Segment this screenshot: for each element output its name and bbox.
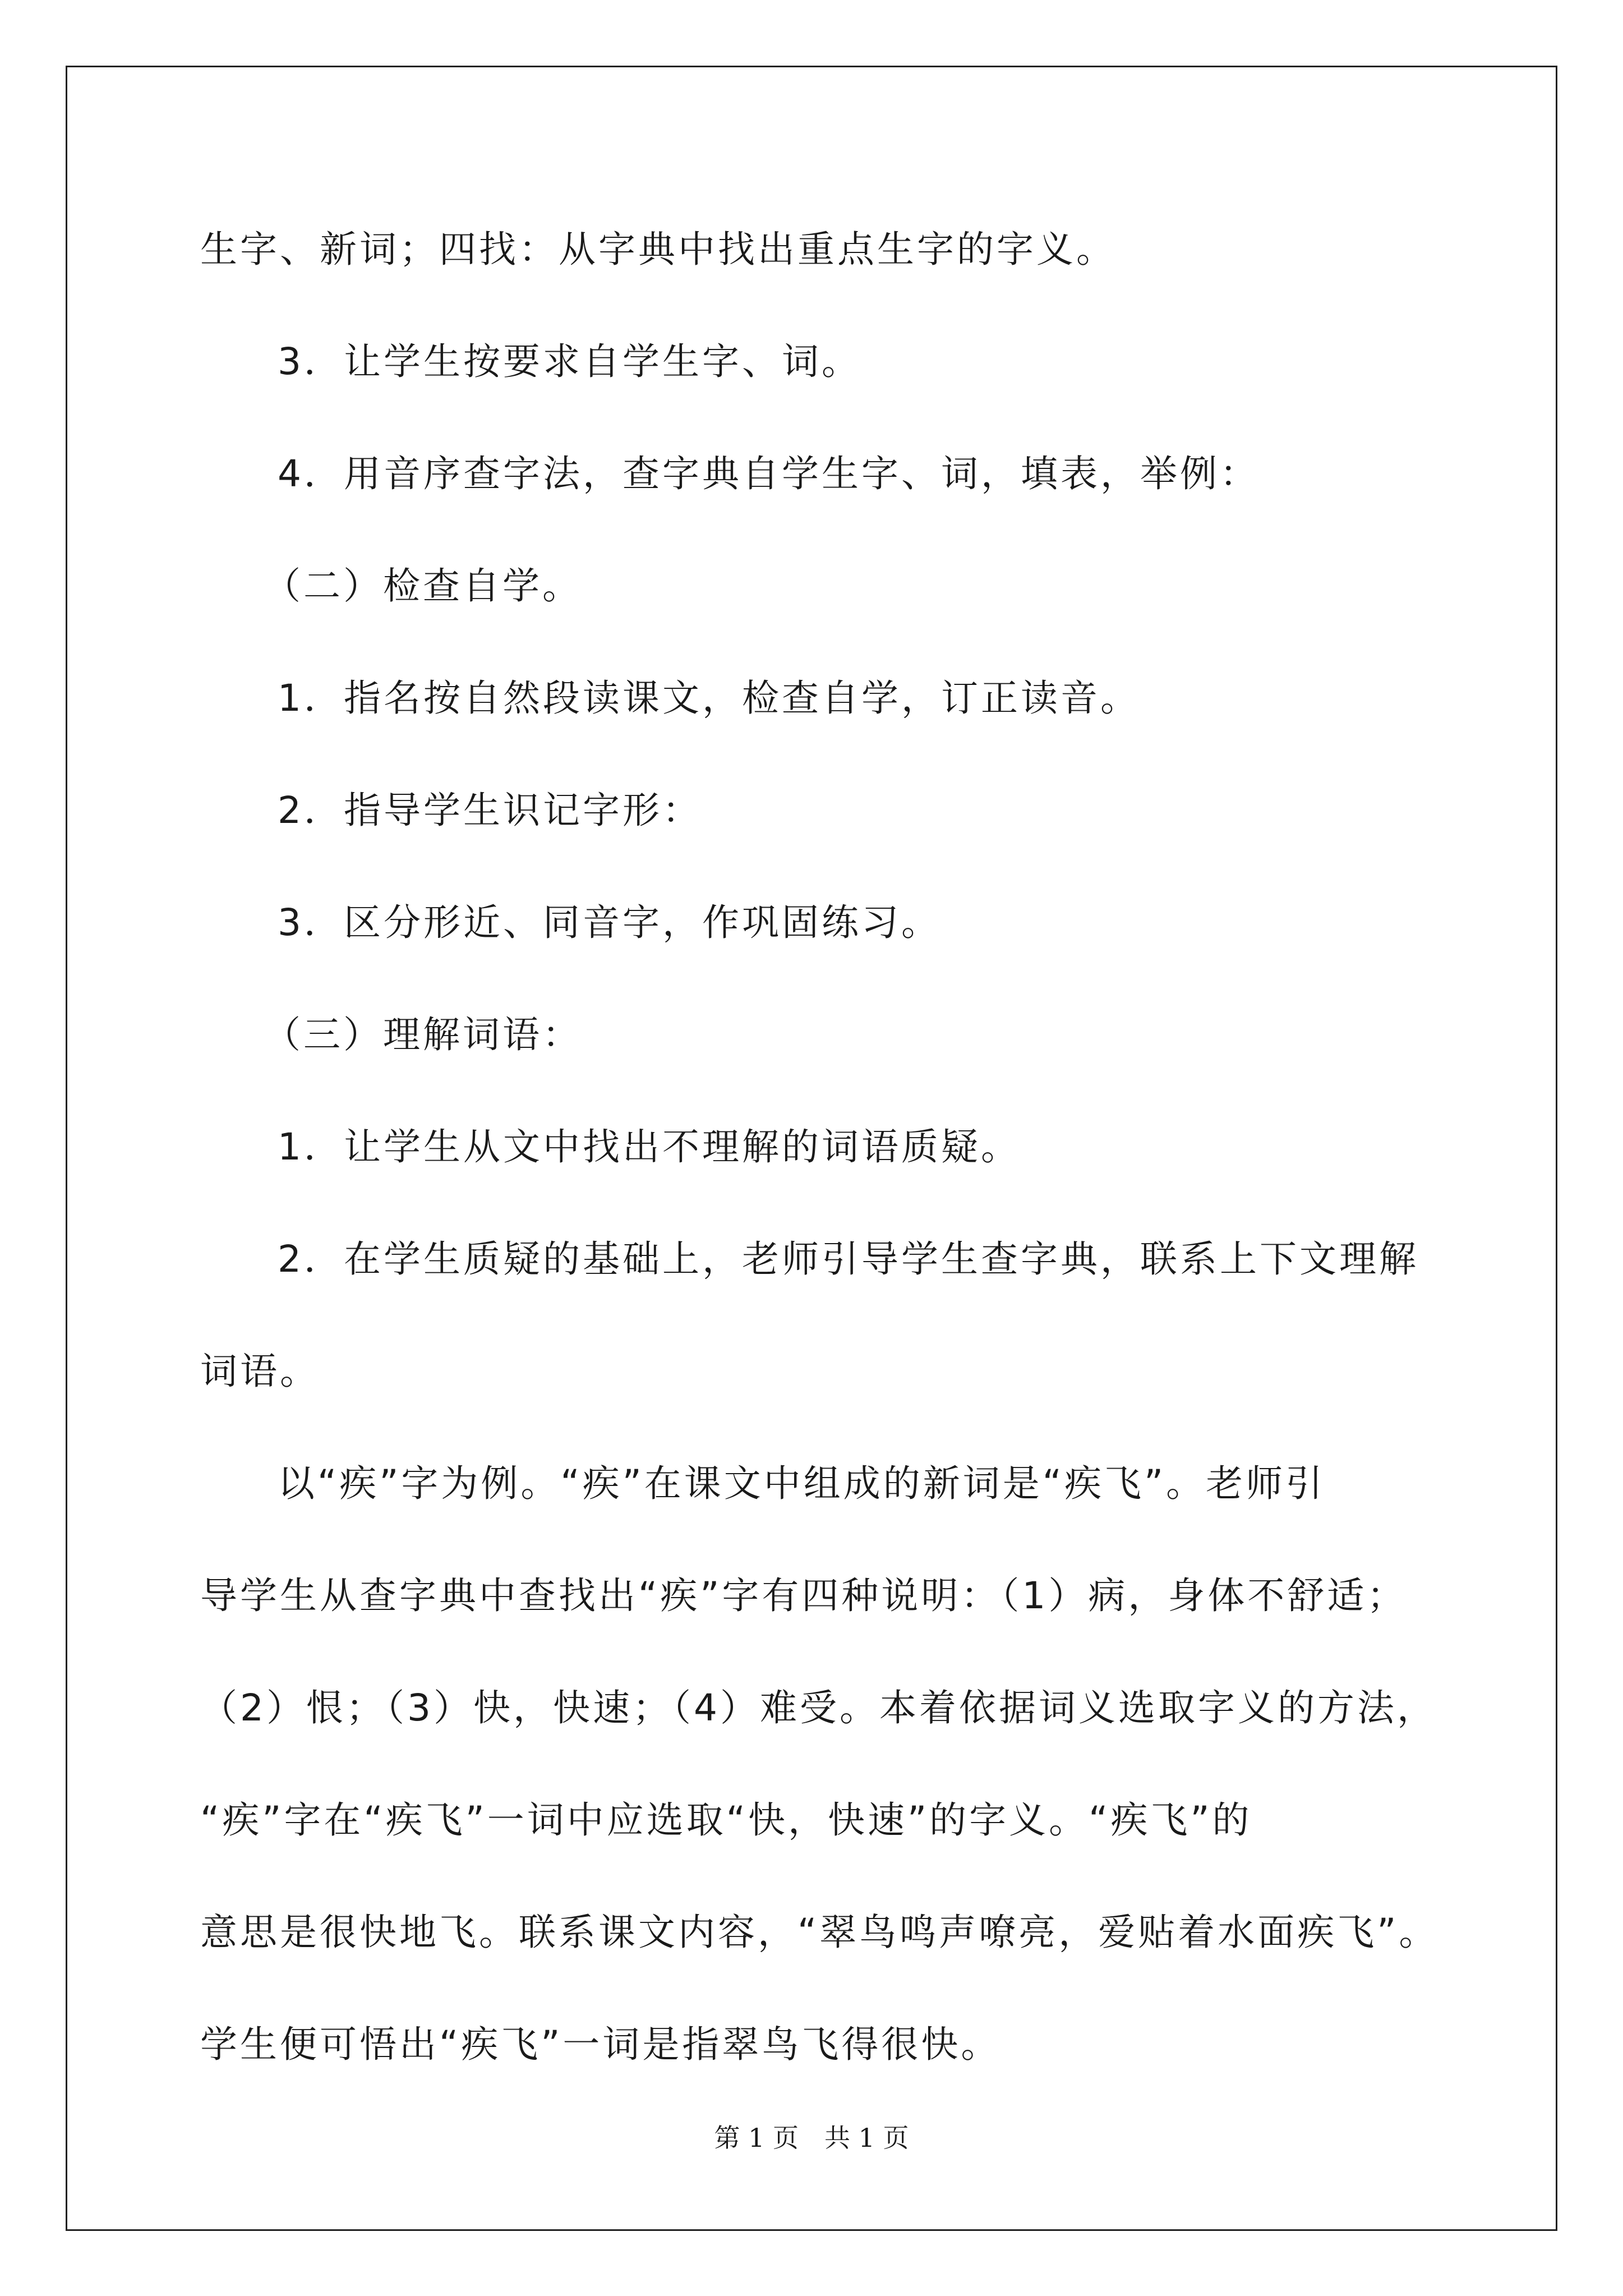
- text-line: 学生便可悟出“疾飞”一词是指翠鸟飞得很快。: [200, 2023, 1001, 2066]
- text-line: 2．指导学生识记字形：: [278, 789, 702, 832]
- text-line: 意思是很快地飞。联系课文内容，“翠鸟鸣声嘹亮，爱贴着水面疾飞”。: [200, 1911, 1439, 1954]
- text-line: 2．在学生质疑的基础上，老师引导学生查字典，联系上下文理解: [278, 1237, 1419, 1281]
- text-line: “疾”字在“疾飞”一词中应选取“快，快速”的字义。“疾飞”的: [200, 1798, 1252, 1842]
- text-line: （2）恨；（3）快，快速；（4）难受。本着依据词义选取字义的方法，: [200, 1686, 1437, 1729]
- section-heading: （二）检查自学。: [264, 564, 582, 608]
- text-line: 词语。: [200, 1350, 320, 1393]
- text-line: 以“疾”字为例。“疾”在课文中组成的新词是“疾飞”。老师引: [278, 1462, 1326, 1505]
- section-heading: （三）理解词语：: [264, 1013, 582, 1056]
- text-line: 1．指名按自然段读课文，检查自学，订正读音。: [278, 677, 1140, 720]
- text-line: 1．让学生从文中找出不理解的词语质疑。: [278, 1125, 1021, 1168]
- text-line: 导学生从查字典中查找出“疾”字有四种说明：（1）病，身体不舒适；: [200, 1574, 1407, 1617]
- text-line: 3．让学生按要求自学生字、词。: [278, 340, 861, 383]
- text-line: 4．用音序查字法，查字典自学生字、词，填表，举例：: [278, 452, 1260, 495]
- page-number: 第 1 页 共 1 页: [714, 2123, 909, 2153]
- text-line: 3．区分形近、同音字，作巩固练习。: [278, 901, 941, 944]
- text-line: 生字、新词；四找：从字典中找出重点生字的字义。: [200, 228, 1116, 271]
